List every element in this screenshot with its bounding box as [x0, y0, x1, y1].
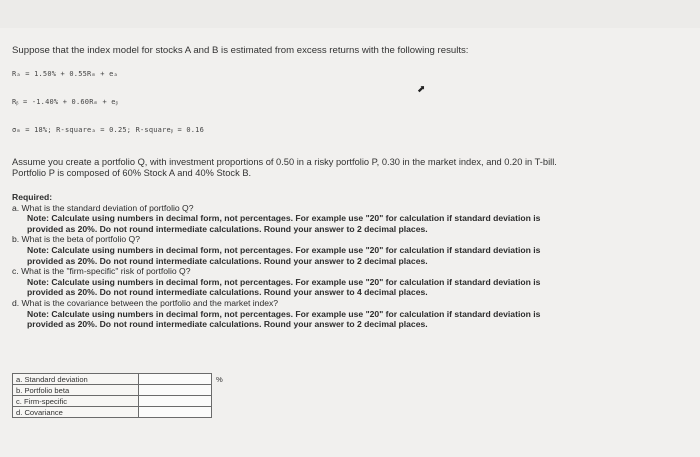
- intro-text: Suppose that the index model for stocks A and B is estimated from excess returns with the following results:: [12, 45, 469, 56]
- top-band: [0, 0, 700, 28]
- std-dev-input[interactable]: [139, 374, 212, 385]
- firm-specific-input[interactable]: [139, 396, 212, 407]
- answer-row-firm-specific: [13, 396, 228, 407]
- question-c-note-1: Note: Calculate using numbers in decimal form, not percentages. For example use "20" for calculation if standard deviation is: [27, 276, 541, 287]
- std-dev-unit: %: [216, 374, 223, 384]
- covariance-unit: [212, 407, 228, 418]
- assumption-text: [12, 157, 692, 179]
- question-b-note-1: Note: Calculate using numbers in decimal form, not percentages. For example use "20" for calculation if standard deviation is: [27, 244, 541, 255]
- equation-a: Rₐ = 1.50% + 0.55Rₘ + eₐ: [12, 70, 118, 78]
- answer-row-covariance: [13, 407, 228, 418]
- covariance-input[interactable]: [139, 407, 212, 418]
- answer-table: [12, 373, 228, 418]
- answer-label-covariance: d. Covariance: [13, 407, 139, 418]
- equation-sigma: σₘ = 18%; R-squareₐ = 0.25; R-squareᵦ = 0.16: [12, 126, 204, 134]
- question-b: b. What is the beta of portfolio Q?: [12, 234, 141, 245]
- question-a-note-2: provided as 20%. Do not round intermediate calculations. Round your answer to 2 decimal places.: [27, 223, 428, 234]
- equation-b: Rᵦ = -1.40% + 0.60Rₘ + eᵦ: [12, 98, 118, 106]
- assumption-line-1: Assume you create a portfolio Q, with investment proportions of 0.50 in a risky portfolio P, 0.30 in the market index, and 0.20 in T-bill.: [12, 157, 557, 167]
- required-heading: Required:: [12, 192, 53, 202]
- question-d-note-1: Note: Calculate using numbers in decimal form, not percentages. For example use "20" for calculation if standard deviation is: [27, 308, 541, 319]
- answer-row-beta: [13, 385, 228, 396]
- question-b-note-2: provided as 20%. Do not round intermediate calculations. Round your answer to 2 decimal places.: [27, 255, 428, 266]
- question-c-note-2: provided as 20%. Do not round intermediate calculations. Round your answer to 4 decimal places.: [27, 287, 428, 298]
- firm-specific-unit: [212, 396, 228, 407]
- assumption-line-2: Portfolio P is composed of 60% Stock A and 40% Stock B.: [12, 168, 252, 178]
- answer-row-std-dev: [13, 374, 228, 385]
- question-d-note-2: provided as 20%. Do not round intermediate calculations. Round your answer to 2 decimal places.: [27, 319, 428, 330]
- question-a: a. What is the standard deviation of portfolio Q?: [12, 202, 194, 213]
- question-a-note-1: Note: Calculate using numbers in decimal form, not percentages. For example use "20" for calculation if standard deviation is: [27, 213, 541, 224]
- problem-page: [0, 28, 700, 457]
- beta-unit: [212, 385, 228, 396]
- question-c: c. What is the "firm-specific" risk of portfolio Q?: [12, 266, 191, 277]
- beta-input[interactable]: [139, 385, 212, 396]
- required-section: [12, 192, 692, 330]
- question-d: d. What is the covariance between the portfolio and the market index?: [12, 297, 279, 308]
- answer-label-firm-specific: c. Firm-specific: [13, 396, 139, 407]
- answer-label-std-dev: a. Standard deviation: [13, 374, 139, 385]
- mouse-cursor-icon: ⬈: [417, 84, 426, 95]
- answer-label-beta: b. Portfolio beta: [13, 385, 139, 396]
